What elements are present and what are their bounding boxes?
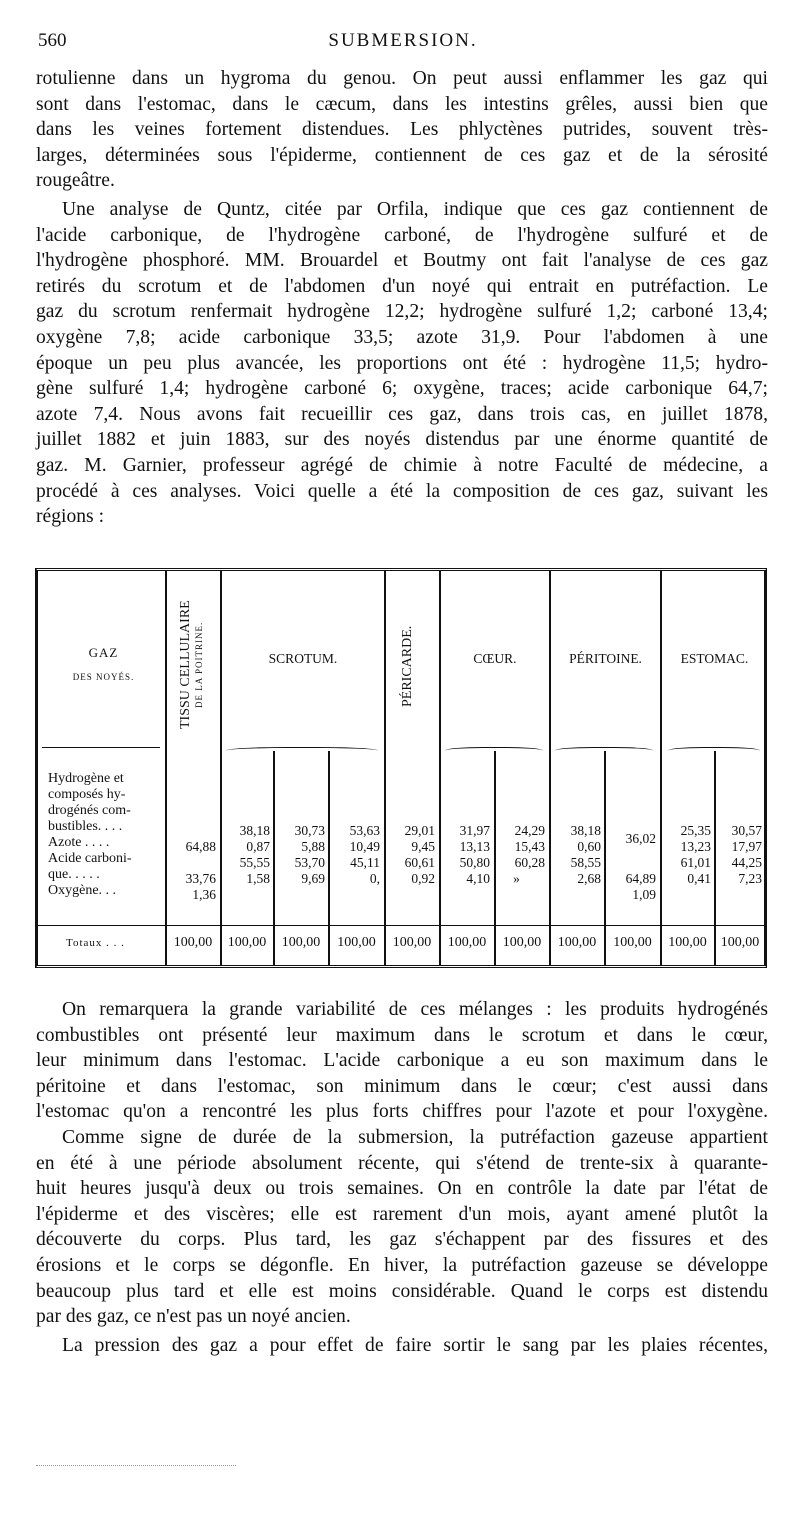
text-line: Une analyse de Quntz, citée par Orfila, indique que ces gaz contiennent de [62,199,768,220]
text-line: La pression des gaz a pour effet de faire sortir le sang par les plaies récentes, [62,1335,768,1356]
cell-value: 1,36 [192,887,216,902]
column-rule [384,571,386,965]
text-line: dans les veines fortement distendues. Les phlyctènes putrides, souvent très- [36,119,768,141]
total-cell: 100,00 [557,935,597,950]
cell-value: 64,89 [625,871,656,886]
tissu-header-sub: DE LA POITRINE. [194,621,204,709]
cell-value: 60,61 [404,855,435,870]
table-cell [498,823,545,887]
paragraph-3 [36,997,768,1125]
cell-value: 44,25 [731,855,762,870]
table-cell: 36,02 [625,831,656,846]
gas-header-top: GAZ [88,645,119,660]
header-brace [42,747,160,756]
cell-value: 24,29 [514,823,545,838]
total-cell: 100,00 [447,935,487,950]
column-rule [328,751,330,965]
cell-value: 0,87 [246,839,270,854]
text-line: en été à une période absolument récente, qui s'étend de trente-six à quarante- [36,1152,768,1174]
gas-header [46,641,161,689]
text-line: gaz du scrotum renfermait hydrogène 12,2; hydrogène sulfuré 1,2; carboné 13,4; [36,301,768,323]
cell-value: 15,43 [514,839,545,854]
cell-value: 60,28 [514,855,545,870]
cell-value: 4,10 [466,871,490,886]
total-cell: 100,00 [173,935,213,950]
column-rule [604,751,606,965]
header-brace [555,747,653,756]
row-label: composés hy- [48,787,126,802]
cell-value: 1,58 [246,871,270,886]
table-cell [388,823,435,887]
table-cell [443,823,490,887]
text-line: époque un peu plus avancée, les proportions ont été : hydrogène 11,5; hydro- [36,352,768,374]
paragraph-4 [36,1125,768,1330]
text-line: l'épiderme et des viscères; elle est rarement d'un mois, ayant amené plutôt la [36,1203,768,1225]
cell-value: 58,55 [570,855,601,870]
table-cell [608,871,656,903]
gas-composition-table [35,568,767,968]
totals-rule [38,925,764,926]
cell-value: 17,97 [731,839,762,854]
cell-value: 9,45 [411,839,435,854]
header-brace [226,747,378,756]
text-line: beaucoup plus tard et elle est moins considérable. Quand le corps est distendu [36,1280,768,1302]
cell-value: » [513,871,520,886]
text-line: Comme signe de durée de la submersion, la putréfaction gazeuse appartient [62,1127,768,1148]
cell-value: 13,23 [680,839,711,854]
cell-value: 0,92 [411,871,435,886]
gas-header-bottom: DES NOYÉS. [72,672,135,682]
text-line: sont dans l'estomac, dans le cæcum, dans les intestins grêles, aussi bien que [36,93,768,115]
text-line: gène sulfuré 1,4; hydrogène carboné 6; oxygène, traces; acide carbonique 64,7; [36,378,768,400]
total-cell: 100,00 [281,935,321,950]
cell-value: 7,23 [738,871,762,886]
column-rule [439,571,441,965]
row-label: drogénés com- [48,803,131,818]
cell-value: 45,11 [350,855,380,870]
cell-value: 10,49 [349,839,380,854]
text-line: azote 7,4. Nous avons fait recueillir ces gaz, dans trois cas, en juillet 1878, [36,403,768,425]
text-line: l'acide carbonique, de l'hydrogène carboné, de l'hydrogène sulfuré et de [36,224,768,246]
cell-value: 13,13 [459,839,490,854]
cell-value: 9,69 [301,871,325,886]
row-label: Oxygène. . . [48,883,117,898]
cell-value: 53,63 [349,823,380,838]
table-cell [172,871,216,903]
cell-value: 1,09 [632,887,656,902]
pericarde-header: PÉRICARDE. [400,625,415,707]
column-rule [165,571,167,965]
header-brace [668,747,760,756]
text-line: découverte du corps. Plus tard, les gaz s'échappent par des fissures et des [36,1229,768,1251]
cell-value: 38,18 [239,823,270,838]
cell-value: 0,41 [687,871,711,886]
column-rule [220,571,222,965]
text-line: rougeâtre. [36,170,115,192]
total-cell: 100,00 [668,935,707,950]
row-label: Hydrogène et [48,771,124,786]
cell-value: 0, [369,871,380,886]
text-line: par des gaz, ce n'est pas un noyé ancien. [36,1306,351,1328]
table-cell [664,823,711,887]
cell-value: 29,01 [404,823,435,838]
table-cell [553,823,601,887]
row-labels [48,771,163,899]
paragraph-5 [36,1333,768,1359]
paragraph-1 [36,66,768,194]
cell-value: 2,68 [577,871,601,886]
cell-value: 0,60 [577,839,601,854]
text-line: gaz. M. Garnier, professeur agrégé de chimie à notre Faculté de médecine, a [36,454,768,476]
row-label: bustibles. . . . [48,819,123,834]
text-line: l'estomac qu'on a rencontré les plus forts chiffres pour l'azote et pour l'oxygène. [36,1101,768,1123]
cell-value: 30,57 [731,823,762,838]
text-line: oxygène 7,8; acide carbonique 33,5; azote 31,9. Pour l'abdomen à une [36,326,768,348]
column-rule [549,571,551,965]
text-line: juillet 1882 et juin 1883, sur des noyés distendus par une énorme quantité de [36,429,768,451]
coeur-header: CŒUR. [473,651,517,666]
row-label: Azote . . . . [48,835,110,850]
row-label: que. . . . . [48,867,100,882]
text-line: combustibles ont présenté leur maximum dans le scrotum et dans le cœur, [36,1024,768,1046]
column-rule [660,571,662,965]
row-label: Acide carboni- [48,851,132,866]
total-cell: 100,00 [502,935,542,950]
text-line: l'hydrogène phosphoré. MM. Brouardel et Boutmy ont fait l'analyse de ces gaz [36,250,768,272]
cell-value: 38,18 [570,823,601,838]
table-cell [278,823,325,887]
text-line: huit heures jusqu'à deux ou trois semaines. On en contrôle la date par l'état de [36,1178,768,1200]
text-line: retirés du scrotum et de l'abdomen d'un noyé qui entrait en putréfaction. Le [36,275,768,297]
cell-value: 61,01 [680,855,711,870]
scrotum-header: SCROTUM. [268,651,338,666]
cell-value: 53,70 [294,855,325,870]
text-line: péritoine et dans l'estomac, son minimum dans le cœur; c'est aussi dans [36,1075,768,1097]
tissu-header [178,585,208,745]
column-rule [494,751,496,965]
text-line: régions : [36,506,105,528]
page-footer-mark [36,1465,236,1468]
cell-value: 5,88 [301,839,325,854]
paragraph-2 [36,197,768,530]
text-line: érosions et le corps se dégonfle. En hiver, la putréfaction gazeuse se développe [36,1254,768,1276]
total-cell: 100,00 [613,935,652,950]
cell-value: 31,97 [459,823,490,838]
estomac-header: ESTOMAC. [680,651,749,666]
peritoine-header: PÉRITOINE. [569,651,642,666]
text-line: larges, déterminées sous l'épiderme, contiennent de ces gaz et de la sérosité [36,144,768,166]
text-line: On remarquera la grande variabilité de ces mélanges : les produits hydrogénés [62,999,768,1020]
cell-value: 33,76 [185,871,216,886]
text-line: leur minimum dans l'estomac. L'acide carbonique a eu son maximum dans le [36,1050,768,1072]
cell-value: 55,55 [239,855,270,870]
totals-label: Totaux . . . [66,937,125,949]
table-cell: 64,88 [185,839,216,854]
table-cell [224,823,270,887]
text-line: rotulienne dans un hygroma du genou. On peut aussi enflammer les gaz qui [36,68,768,89]
header-brace [445,747,543,756]
running-title: SUBMERSION. [328,30,478,51]
column-rule [714,751,716,965]
total-cell: 100,00 [392,935,432,950]
page-number: 560 [38,30,67,51]
total-cell: 100,00 [227,935,267,950]
tissu-header-main: TISSU CELLULAIRE [178,600,193,730]
cell-value: 50,80 [459,855,490,870]
running-head [38,30,768,56]
total-cell: 100,00 [337,935,376,950]
cell-value: 25,35 [680,823,711,838]
cell-value: 30,73 [294,823,325,838]
column-rule [273,751,275,965]
total-cell: 100,00 [720,935,760,950]
table-cell [333,823,380,887]
table-cell [718,823,762,887]
text-line: procédé à ces analyses. Voici quelle a été la composition de ces gaz, suivant les [36,480,768,502]
